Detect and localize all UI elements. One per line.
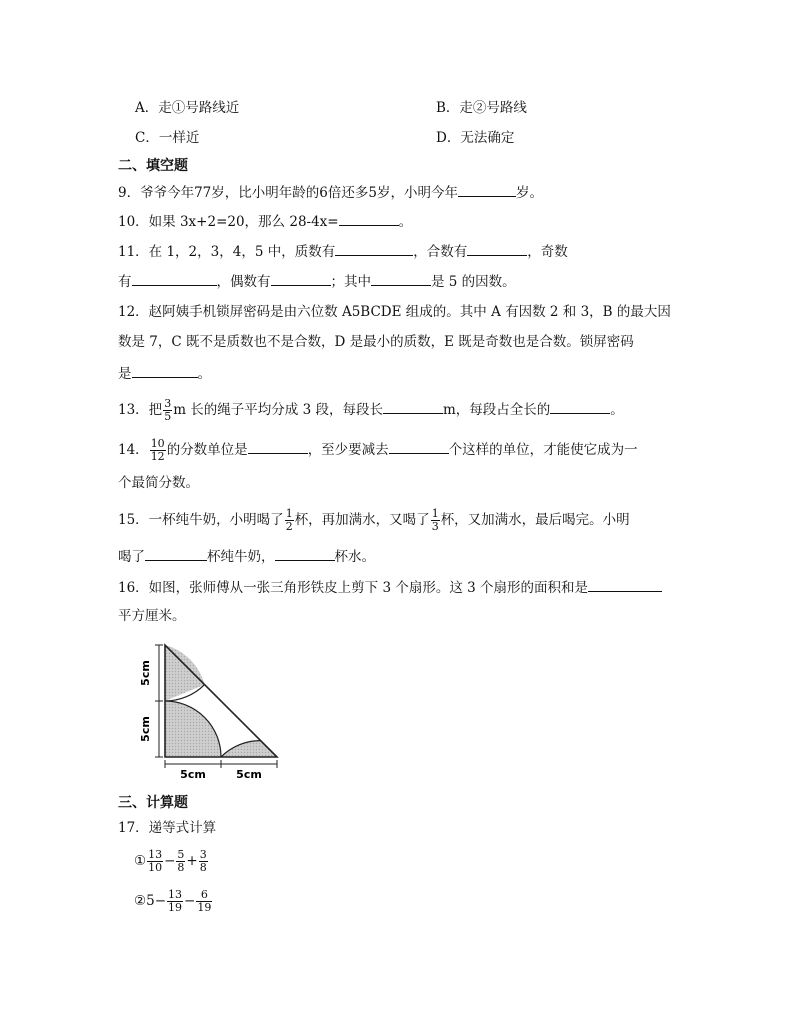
q11-text-e: ，偶数有 — [216, 274, 271, 290]
question-17-title: 17．递等式计算 — [118, 820, 217, 836]
q14-fraction: $\frac{10}{12}$ — [150, 437, 165, 463]
question-12-line1: 12．赵阿姨手机锁屏密码是由六位数 A5BCDE 组成的。其中 A 有因数 2 和 3，B 的最大因 — [118, 304, 671, 320]
expr2-op2: − — [184, 893, 196, 909]
q11-blank-composites[interactable] — [467, 240, 527, 256]
q11-text-d: 有 — [118, 274, 132, 290]
question-11-line2 — [118, 270, 516, 292]
question-16-line2: 平方厘米。 — [118, 608, 186, 624]
q13-text-a: 13．把 — [118, 402, 163, 418]
q15-blank-water[interactable] — [275, 545, 335, 561]
q13-text-c: m，每段占全长的 — [442, 402, 551, 418]
question-15-line2 — [118, 545, 375, 567]
question-15-line1 — [118, 508, 630, 533]
option-d: D．无法确定 — [436, 130, 515, 146]
q16-text: 16．如图，张师傅从一张三角形铁皮上剪下 3 个扇形。这 3 个扇形的面积和是 — [118, 580, 589, 596]
question-13 — [118, 398, 624, 423]
q11-blank-evens[interactable] — [271, 270, 331, 286]
q13-text-d: 。 — [610, 402, 624, 418]
expr1-frac3: $\frac{3}{8}$ — [199, 848, 207, 874]
q12-suffix: 。 — [197, 366, 211, 382]
expr2-op1: − — [154, 893, 167, 909]
dim-label-bottom-left: 5cm — [180, 768, 206, 781]
q11-text-a: 11．在 1，2，3，4，5 中，质数有 — [118, 244, 336, 260]
q15-text-e: 杯纯牛奶， — [207, 549, 275, 565]
q15-text-b: 杯，再加满水，又喝了 — [294, 512, 430, 528]
q11-blank-odds[interactable] — [132, 270, 217, 286]
q13-text-b: m 长的绳子平均分成 3 段，每段长 — [173, 402, 383, 418]
q11-blank-primes[interactable] — [335, 240, 413, 256]
q10-text: 10．如果 3x+2=20，那么 28-4x= — [118, 214, 339, 230]
q13-fraction: $\frac{3}{5}$ — [164, 397, 172, 423]
expr1-op1: − — [164, 853, 176, 869]
q10-blank[interactable] — [339, 210, 399, 226]
option-c: C．一样近 — [135, 130, 200, 146]
question-12-line2: 数是 7，C 既不是质数也不是合数，D 是最小的质数，E 既是奇数也是合数。锁屏密码 — [118, 334, 634, 350]
q13-blank-length[interactable] — [383, 398, 443, 414]
q11-text-g: 是 5 的因数。 — [431, 274, 516, 290]
q15-text-c: 杯，又加满水，最后喝完。小明 — [440, 512, 630, 528]
expr1-mark: ① — [134, 853, 147, 869]
q15-blank-milk[interactable] — [145, 545, 207, 561]
expression-2 — [134, 888, 213, 914]
q15-text-a: 15．一杯纯牛奶，小明喝了 — [118, 512, 284, 528]
q11-text-c: ，奇数 — [527, 244, 568, 260]
expr2-frac1: $\frac{13}{19}$ — [168, 888, 183, 914]
question-14-line1 — [118, 438, 638, 463]
q11-text-b: ，合数有 — [413, 244, 468, 260]
q14-text-d: 个这样的单位，才能使它成为一 — [448, 442, 638, 458]
expr1-op2: + — [186, 853, 198, 869]
q11-blank-factors[interactable] — [371, 270, 431, 286]
sector-left — [165, 701, 221, 757]
q16-blank[interactable] — [588, 576, 662, 592]
expr1-frac1: $\frac{13}{10}$ — [148, 848, 163, 874]
question-12-line3 — [118, 362, 211, 384]
q9-text: 9．爷爷今年77岁，比小明年龄的6倍还多5岁，小明今年 — [118, 185, 458, 201]
option-b: B．走②号路线 — [436, 100, 527, 116]
section-heading-fill-in: 二、填空题 — [118, 158, 188, 174]
q12-text: 是 — [118, 366, 132, 382]
expr1-frac2: $\frac{5}{8}$ — [177, 848, 185, 874]
expression-1 — [134, 848, 209, 874]
dim-label-bottom-right: 5cm — [236, 768, 262, 781]
q10-suffix: 。 — [398, 214, 413, 230]
expr2-mark: ② — [134, 893, 147, 909]
question-11-line1 — [118, 240, 568, 262]
q14-text-a: 14． — [118, 442, 149, 458]
q12-blank[interactable] — [132, 362, 198, 378]
question-10 — [118, 210, 412, 232]
q15-fraction-third: $\frac{1}{3}$ — [431, 507, 439, 533]
q14-text-b: 的分数单位是 — [166, 442, 248, 458]
q15-fraction-half: $\frac{1}{2}$ — [285, 507, 293, 533]
q11-text-f: ；其中 — [330, 274, 371, 290]
q13-blank-fraction[interactable] — [550, 398, 610, 414]
option-a: A．走①号路线近 — [135, 100, 240, 116]
q14-blank-count[interactable] — [389, 438, 449, 454]
question-16-line1 — [118, 576, 662, 598]
expr2-frac2: $\frac{6}{19}$ — [197, 888, 212, 914]
q14-text-c: ，至少要减去 — [307, 442, 389, 458]
q15-text-f: 杯水。 — [334, 549, 375, 565]
expr2-lead: 5 — [146, 893, 155, 909]
q14-blank-unit[interactable] — [248, 438, 308, 454]
q9-suffix: 岁。 — [515, 185, 543, 201]
question-14-line2: 个最简分数。 — [118, 475, 199, 491]
sector-top — [165, 645, 205, 701]
dim-label-mid: 5cm — [139, 716, 152, 742]
dim-label-top: 5cm — [139, 660, 152, 686]
section-heading-calculation: 三、计算题 — [118, 795, 188, 811]
triangle-sectors-figure — [135, 640, 285, 785]
question-9 — [118, 181, 543, 203]
q15-text-d: 喝了 — [118, 549, 145, 565]
q9-blank[interactable] — [458, 181, 516, 197]
